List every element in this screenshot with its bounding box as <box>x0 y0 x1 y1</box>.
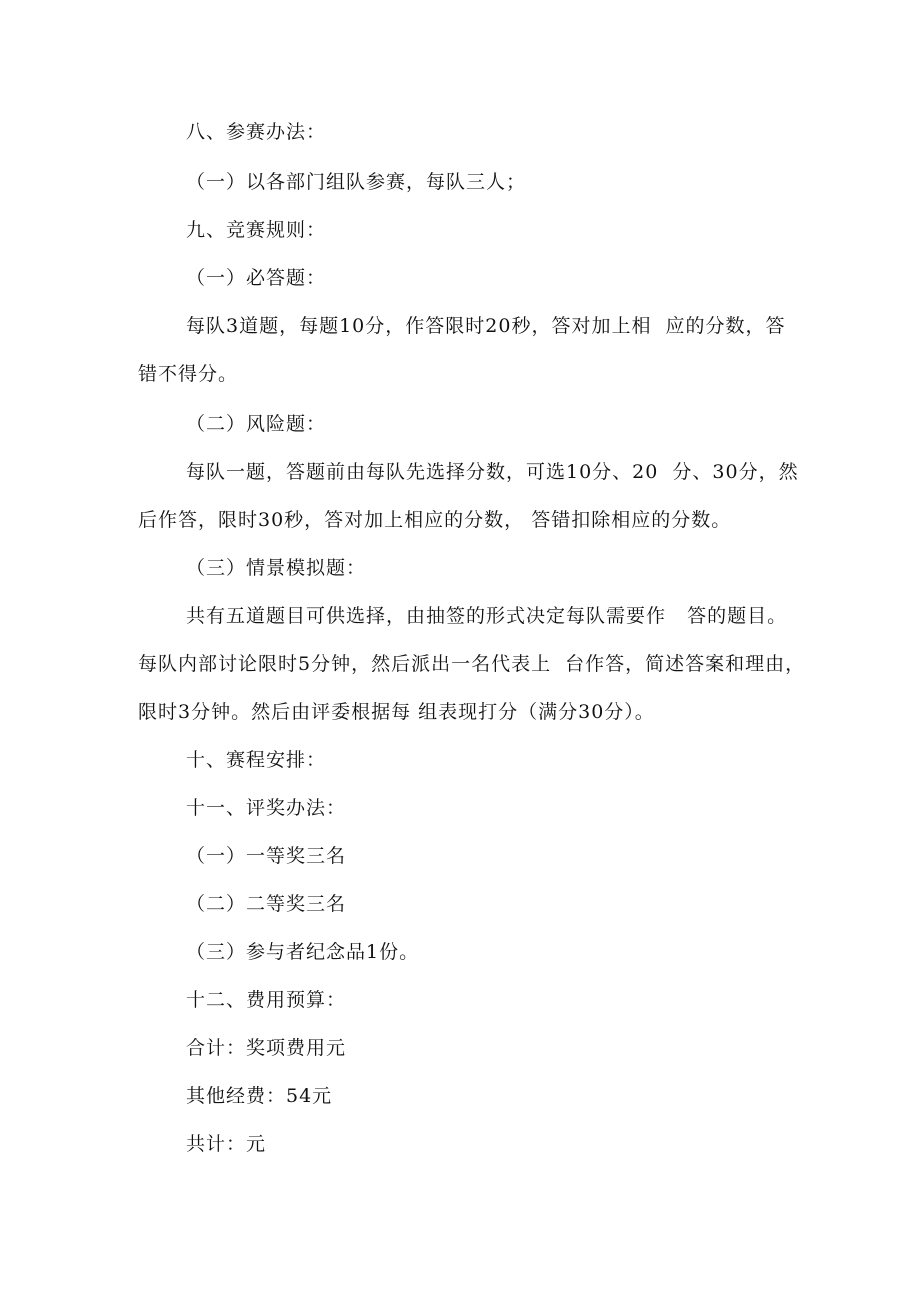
section-9-1-body-line-1: 每队3道题，每题10分，作答限时20秒，答对加上相 应的分数，答 <box>186 315 786 337</box>
section-10-heading: 十、赛程安排： <box>186 749 327 771</box>
section-11-item-2: （二）二等奖三名 <box>186 893 347 915</box>
section-11-item-1: （一）一等奖三名 <box>186 845 347 867</box>
section-11-item-3: （三）参与者纪念品1份。 <box>186 941 420 963</box>
section-9-1-body-line-2: 错不得分。 <box>138 363 239 385</box>
section-9-2-body-line-2: 后作答，限时30秒，答对加上相应的分数， 答错扣除相应的分数。 <box>138 509 732 531</box>
section-9-1-heading: （一）必答题： <box>186 267 327 289</box>
section-8-heading: 八、参赛办法： <box>186 121 327 143</box>
section-9-2-body-line-1: 每队一题，答题前由每队先选择分数，可选10分、20 分、30分，然 <box>186 461 799 483</box>
section-8-item-1: （一）以各部门组队参赛，每队三人； <box>186 171 527 193</box>
section-9-2-heading: （二）风险题： <box>186 413 327 435</box>
section-9-heading: 九、竞赛规则： <box>186 219 327 241</box>
section-9-3-body-line-3: 限时3分钟。然后由评委根据每 组表现打分（满分30分）。 <box>138 701 655 723</box>
section-9-3-heading: （三）情景模拟题： <box>186 557 367 579</box>
section-11-heading: 十一、评奖办法： <box>186 797 347 819</box>
section-12-total: 合计：奖项费用元 <box>186 1037 347 1059</box>
section-12-heading: 十二、费用预算： <box>186 989 347 1011</box>
section-12-other-costs: 其他经费：54元 <box>186 1085 333 1107</box>
section-12-grand-total: 共计：元 <box>186 1133 267 1155</box>
section-9-3-body-line-1: 共有五道题目可供选择，由抽签的形式决定每队需要作 答的题目。 <box>186 605 788 627</box>
section-9-3-body-line-2: 每队内部讨论限时5分钟，然后派出一名代表上 台作答，简述答案和理由， <box>138 653 806 675</box>
